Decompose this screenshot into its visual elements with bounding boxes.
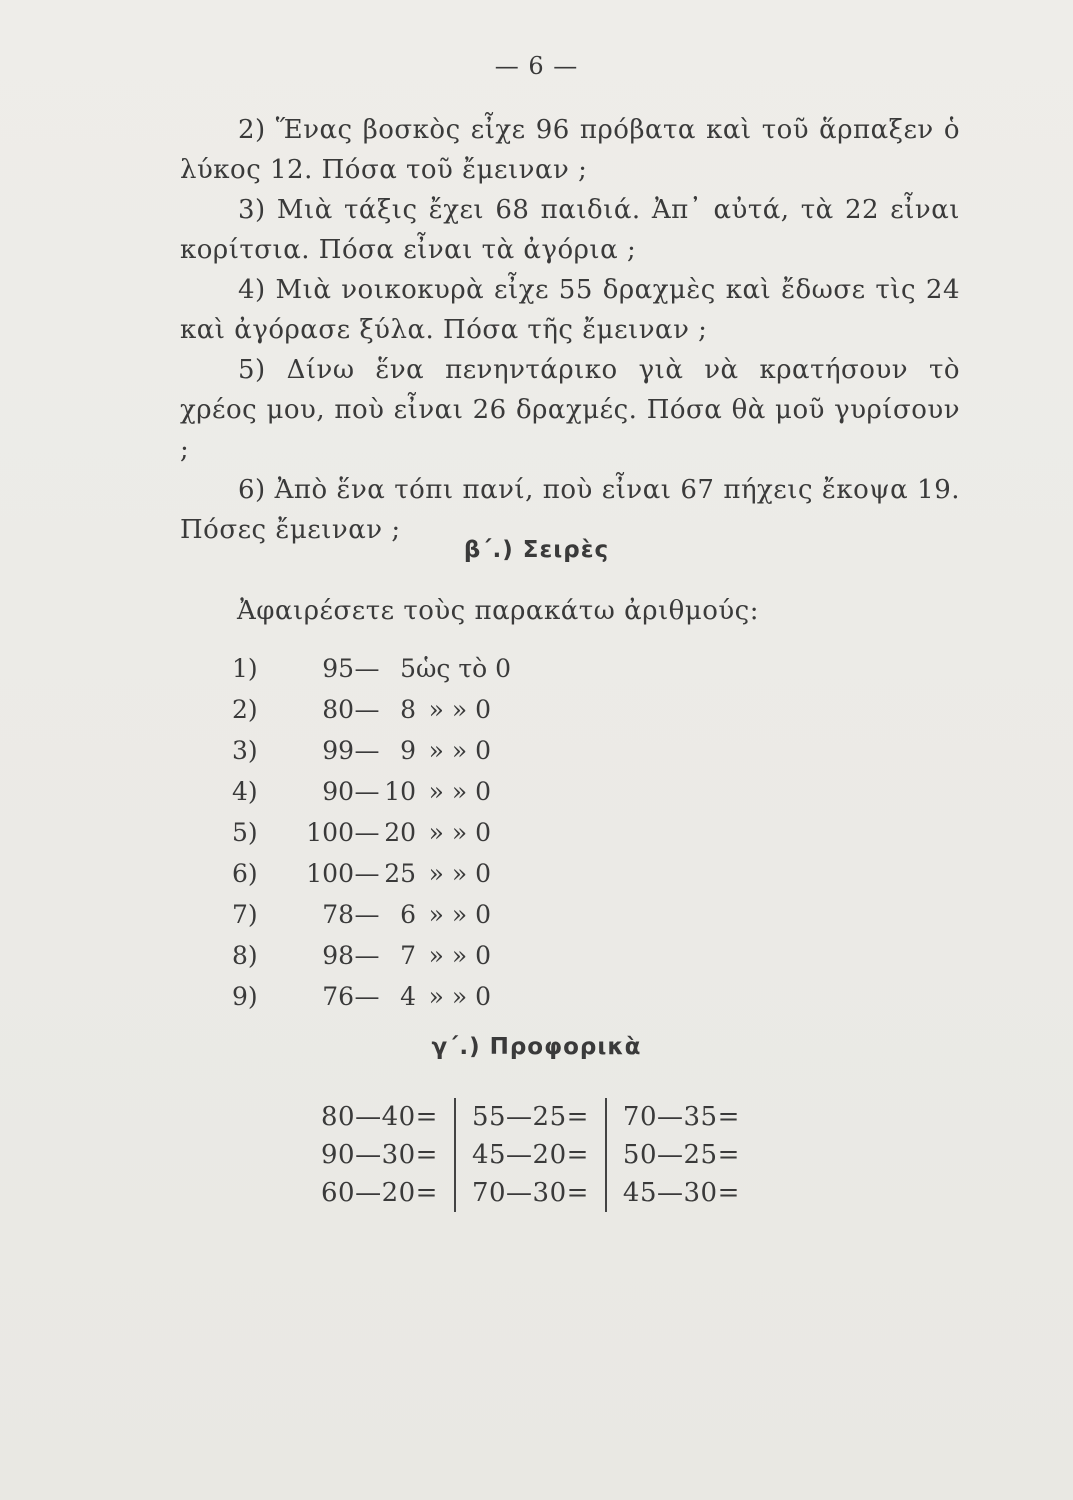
series-row [232, 976, 497, 1017]
series-row [232, 935, 497, 976]
problem-3: 3) Μιὰ τάξις ἔχει 68 παιδιά. Ἀπ᾽ αὐτά, τὰ 22 εἶναι κορίτσια. Πόσα εἶναι τὰ ἀγόρια ; [180, 195, 960, 265]
problem-2: 2) Ἕνας βοσκὸς εἶχε 96 πρόβατα καὶ τοῦ ἅρπαξεν ὁ λύκος 12. Πόσα τοῦ ἔμειναν ; [180, 115, 960, 185]
oral-exercise: 50—25= [622, 1140, 740, 1170]
section-b-heading: β΄.) Σειρὲς [463, 537, 610, 563]
minus-dash: — [354, 777, 380, 806]
series-target: » » 0 [428, 695, 491, 724]
minus-dash: — [354, 695, 380, 724]
minus-dash: — [354, 982, 380, 1011]
minus-dash: — [354, 900, 380, 929]
minuend: 76 [322, 982, 354, 1011]
minus-dash: — [354, 736, 380, 765]
subtrahend: 9 [400, 736, 416, 765]
minuend: 90 [322, 777, 354, 806]
series-row [232, 730, 497, 771]
problem-5: 5) Δίνω ἕνα πενηντάρικο γιὰ νὰ κρατήσουν τὸ χρέος μου, ποὺ εἶναι 26 δραχμές. Πόσα θὰ μοῦ γυρίσουν ; [180, 355, 960, 465]
minuend: 78 [322, 900, 354, 929]
row-number: 2) [232, 695, 258, 724]
subtrahend: 4 [400, 982, 416, 1011]
row-number: 7) [232, 900, 258, 929]
series-row [232, 853, 497, 894]
oral-exercise: 90—30= [321, 1140, 438, 1170]
oral-exercise: 80—40= [321, 1102, 438, 1132]
subtrahend: 6 [400, 900, 416, 929]
oral-column-3 [605, 1098, 756, 1212]
series-list [232, 648, 512, 1017]
series-row [232, 771, 497, 812]
minuend: 100 [306, 818, 354, 847]
series-row [232, 812, 497, 853]
oral-exercise: 70—35= [622, 1102, 740, 1132]
oral-column-2 [454, 1098, 605, 1212]
minuend: 80 [322, 695, 354, 724]
subtrahend: 25 [384, 859, 416, 888]
row-number: 3) [232, 736, 258, 765]
oral-exercises-table [305, 1098, 756, 1212]
oral-exercise: 70—30= [471, 1178, 589, 1208]
oral-column-1 [305, 1098, 454, 1212]
oral-exercise: 60—20= [321, 1178, 438, 1208]
section-c-heading: γ΄.) Προφορικὰ [431, 1034, 642, 1060]
series-target: » » 0 [428, 859, 491, 888]
series-target: » » 0 [428, 900, 491, 929]
row-number: 8) [232, 941, 258, 970]
series-row [232, 648, 512, 689]
row-number: 1) [232, 654, 258, 683]
oral-exercise: 45—20= [471, 1140, 589, 1170]
minuend: 95 [322, 654, 354, 683]
subtrahend: 20 [384, 818, 416, 847]
oral-exercise: 55—25= [471, 1102, 589, 1132]
minuend: 98 [322, 941, 354, 970]
minuend: 99 [322, 736, 354, 765]
minus-dash: — [354, 654, 380, 683]
series-target: ὡς τὸ 0 [416, 654, 512, 683]
series-row [232, 894, 497, 935]
series-target: » » 0 [428, 777, 491, 806]
minuend: 100 [306, 859, 354, 888]
series-target: » » 0 [428, 982, 491, 1011]
subtrahend: 7 [400, 941, 416, 970]
series-row [232, 689, 497, 730]
row-number: 4) [232, 777, 258, 806]
subtrahend: 10 [384, 777, 416, 806]
subtrahend: 8 [400, 695, 416, 724]
section-b-instruction: Ἀφαιρέσετε τοὺς παρακάτω ἀριθμούς: [237, 596, 760, 626]
row-number: 6) [232, 859, 258, 888]
series-target: » » 0 [428, 736, 491, 765]
problem-6: 6) Ἀπὸ ἕνα τόπι πανί, ποὺ εἶναι 67 πήχεις ἔκοψα 19. Πόσες ἔμειναν ; [180, 475, 960, 545]
page-number: — 6 — [494, 52, 579, 80]
row-number: 5) [232, 818, 258, 847]
row-number: 9) [232, 982, 258, 1011]
minus-dash: — [354, 818, 380, 847]
oral-exercise: 45—30= [622, 1178, 740, 1208]
word-problems [180, 110, 960, 550]
series-target: » » 0 [428, 818, 491, 847]
minus-dash: — [354, 859, 380, 888]
series-target: » » 0 [428, 941, 491, 970]
subtrahend: 5 [400, 654, 416, 683]
problem-4: 4) Μιὰ νοικοκυρὰ εἶχε 55 δραχμὲς καὶ ἔδωσε τὶς 24 καὶ ἀγόρασε ξύλα. Πόσα τῆς ἔμειναν ; [180, 275, 960, 345]
minus-dash: — [354, 941, 380, 970]
